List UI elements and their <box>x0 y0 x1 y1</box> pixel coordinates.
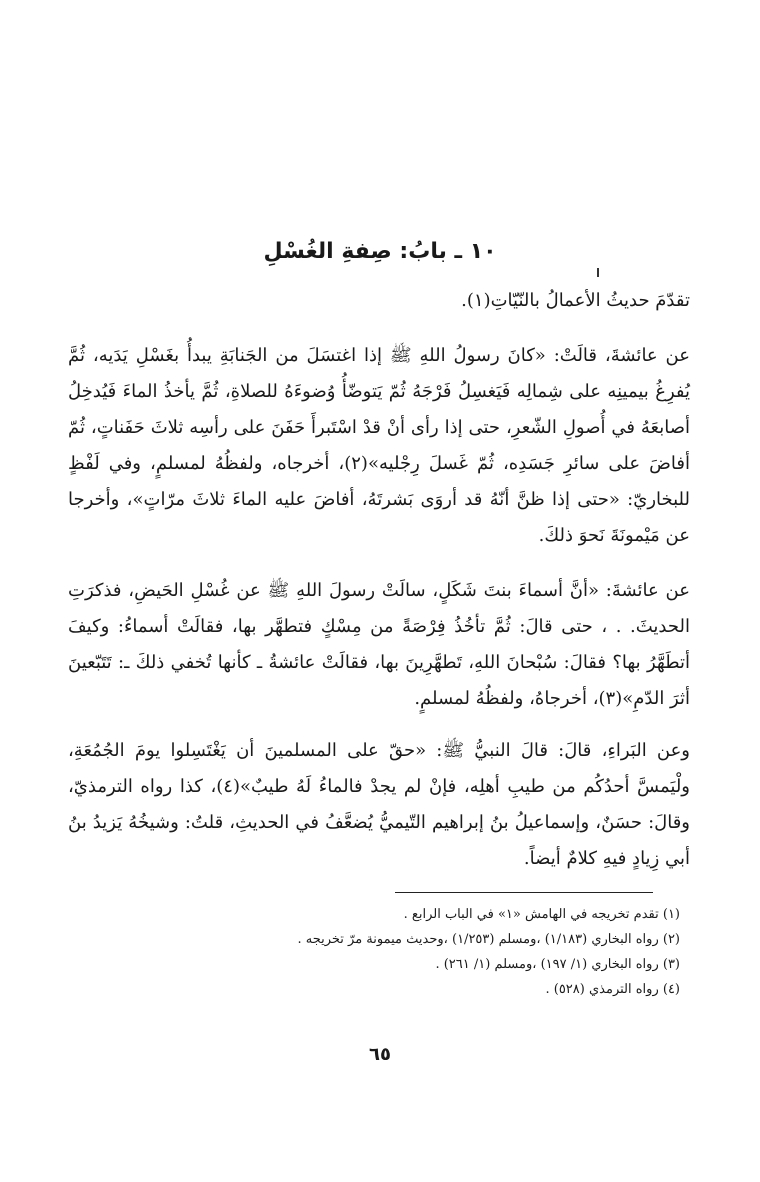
footnote-4: (٤) رواه الترمذي (٥٢٨) . <box>545 982 680 997</box>
footnote-1: (١) تقدم تخريجه في الهامش «١» في الباب الرابع . <box>403 907 680 922</box>
footnote-separator <box>395 892 653 893</box>
paragraph-intro <box>68 283 690 319</box>
page-number: ٦٥ <box>369 1044 391 1065</box>
footnotes <box>68 902 680 1002</box>
chapter-title: ١٠ ـ بابُ: صِفةِ الغُسْلِ <box>263 239 497 264</box>
paragraph-baraa-hadith <box>68 733 690 877</box>
paragraph-text: عن عائشةَ، قالَتْ: «كانَ رسولُ اللهِ ﷺ إذا اغتسَلَ من الجَنابَةِ يبدأُ بغَسْلِ يَدَيه، ثُمَّ يُفرِغُ بيمينِه على شِمالِه فَيَغسِلُ فَرْجَهُ ثُمّ يَتوضّأُ وُضوءَهُ للصلاةِ، ثُمَّ يأخذُ الماءَ فَيُدخِلُ أصابعَهُ في أُصولِ الشّعرِ، حتى إذا رأى أنْ قدْ اسْتَبرأَ حَفَنَ على رأسِه ثلاثَ حَفَناتٍ، ثُمّ أفاضَ على سائرِ جَسَدِه، ثُمّ غَسلَ رِجْليه»(٢)، أخرجاه، ولفظُهُ لمسلمٍ، وفي لَفْظٍ للبخاريّ: «حتى إذا ظنَّ أنّهُ قد أروَى بَشرتَهُ، أفاضَ عليه الماءَ ثلاثَ مرّاتٍ»، وأخرجا عن مَيْمونَةَ نَحوَ ذلكَ. <box>68 345 690 546</box>
paragraph-text: عن عائشةَ: «أنَّ أسماءَ بنتَ شَكَلٍ، سالَتْ رسولَ اللهِ ﷺ عن غُسْلِ الحَيضِ، فذكرَتِ الحديثَ. . ، حتى قالَ: ثُمَّ تأخُذُ فِرْصَةً من مِسْكٍ فتطهَّر بها، فقالَتْ أسماءُ: وكيفَ أتطَهَّرُ بها؟ فقالَ: سُبْحانَ اللهِ، تَطهَّرِينَ بها، فقالَتْ عائشةُ ـ كأنها تُخفي ذلكَ ـ: تَتَبّعينَ أثرَ الدّمِ»(٣)، أخرجاهُ، ولفظُهُ لمسلمٍ. <box>68 580 690 709</box>
footnote-2: (٢) رواه البخاري (١/١٨٣) ،ومسلم (١/٢٥٣) ،وحديث ميمونة مرّ تخريجه . <box>297 932 680 947</box>
paragraph-text: وعن البَراءِ، قالَ: قالَ النبيُّ ﷺ: «حقّ على المسلمينَ أن يَغْتَسِلوا يومَ الجُمُعَةِ، ولْيَمسَّ أحدُكُم من طيبِ أهلِه، فإنْ لم يجدْ فالماءُ لَهُ طيبٌ»(٤)، كذا رواه الترمذيّ، وقالَ: حسَنٌ، وإسماعيلُ بنُ إبراهيم التّيميُّ يُضعَّفُ في الحديثِ، قلتُ: وشيخُهُ يَزيدُ بنُ أبي زِيادٍ فيهِ كلامٌ أيضاً. <box>68 740 691 869</box>
footnote-3: (٣) رواه البخاري (١/ ١٩٧) ،ومسلم (١/ ٢٦١) . <box>435 957 680 972</box>
paragraph-text: تقدّمَ حديثُ الأعمالُ بالنّيّاتِ(١). <box>461 290 690 311</box>
paragraph-asma-hadith <box>68 573 690 717</box>
paragraph-aisha-hadith <box>68 338 690 554</box>
